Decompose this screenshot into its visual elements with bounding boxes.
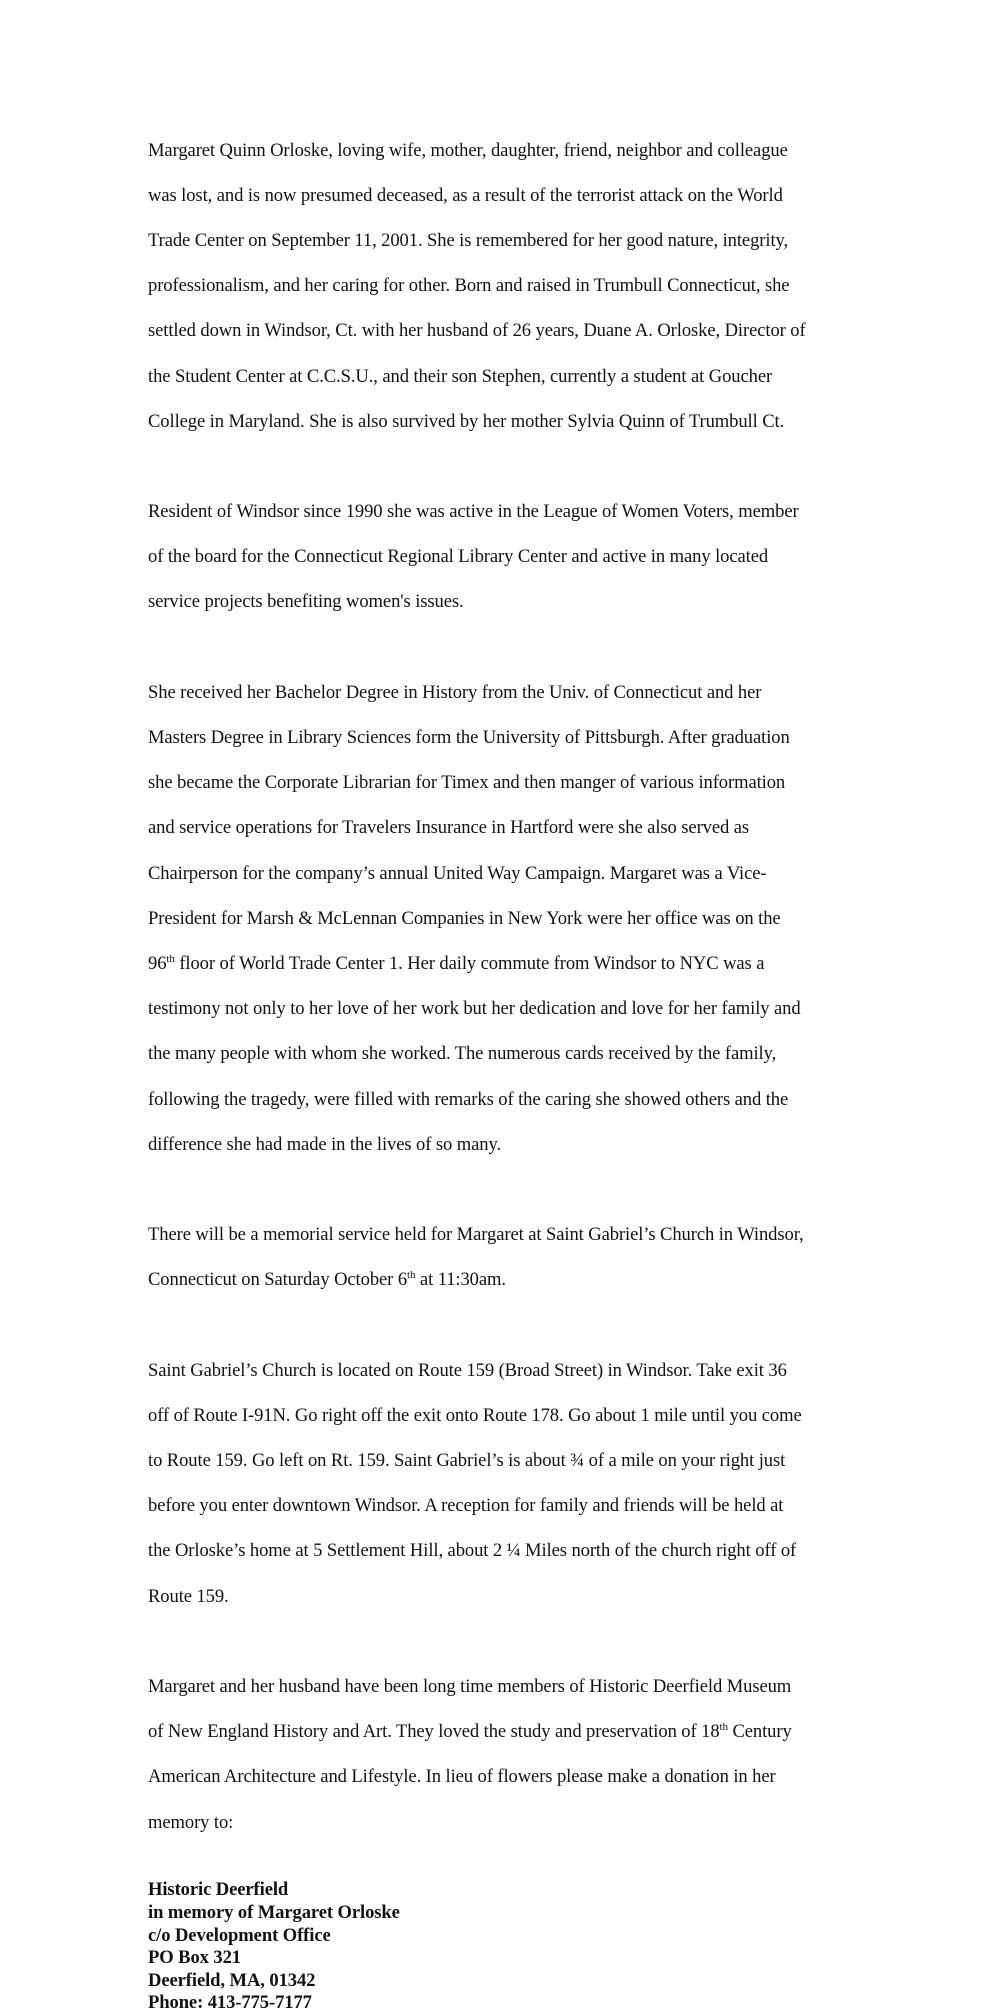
text-line: Route 159. (148, 1585, 229, 1607)
text-segment: floor of World Trade Center 1. Her daily commute from Windsor to NYC was a (174, 952, 765, 974)
address-organization: Historic Deerfield (148, 1879, 289, 1901)
paragraph-directions (148, 1337, 868, 1631)
text-line-superscript (148, 1721, 868, 1744)
text-line: There will be a memorial service held for Margaret at Saint Gabriel’s Church in Windsor, (148, 1224, 804, 1246)
text-line: President for Marsh & McLennan Companies in New York were her office was on the (148, 907, 781, 929)
text-line: the Orloske’s home at 5 Settlement Hill, about 2 ¼ Miles north of the church right off of (148, 1540, 797, 1562)
text-segment: of New England History and Art. They loved the study and preservation of 18 (148, 1721, 720, 1743)
address-care-of: c/o Development Office (148, 1924, 331, 1946)
paragraph-intro (148, 117, 868, 456)
address-po-box: PO Box 321 (148, 1947, 242, 1969)
text-line: Chairperson for the company’s annual United Way Campaign. Margaret was a Vice- (148, 862, 767, 884)
paragraph-memorial-service (148, 1202, 868, 1315)
text-line: Saint Gabriel’s Church is located on Route 159 (Broad Street) in Windsor. Take exit 36 (148, 1359, 787, 1381)
address-city-state-zip: Deerfield, MA, 01342 (148, 1969, 316, 1991)
text-line-superscript (148, 1269, 868, 1292)
text-line: the many people with whom she worked. The numerous cards received by the family, (148, 1043, 777, 1065)
text-line: Masters Degree in Library Sciences form the University of Pittsburgh. After graduation (148, 727, 790, 749)
text-segment: 96 (148, 952, 167, 974)
text-segment: Connecticut on Saturday October 6 (148, 1269, 408, 1291)
text-line: Trade Center on September 11, 2001. She is remembered for her good nature, integrity, (148, 229, 789, 251)
address-memory-line: in memory of Margaret Orloske (148, 1901, 400, 1923)
text-line: College in Maryland. She is also survived by her mother Sylvia Quinn of Trumbull Ct. (148, 410, 785, 432)
donation-address (148, 1879, 868, 2015)
text-line: memory to: (148, 1811, 234, 1833)
text-line: was lost, and is now presumed deceased, as a result of the terrorist attack on the World (148, 184, 783, 206)
paragraph-community (148, 479, 868, 637)
text-line: testimony not only to her love of her work but her dedication and love for her family and (148, 998, 801, 1020)
text-line: Margaret Quinn Orloske, loving wife, mother, daughter, friend, neighbor and colleague (148, 139, 788, 161)
text-line: settled down in Windsor, Ct. with her husband of 26 years, Duane A. Orloske, Director of (148, 320, 806, 342)
text-line: to Route 159. Go left on Rt. 159. Saint Gabriel’s is about ¾ of a mile on your right just (148, 1450, 786, 1472)
text-line: She received her Bachelor Degree in History from the Univ. of Connecticut and her (148, 681, 762, 703)
text-line: Margaret and her husband have been long time members of Historic Deerfield Museum (148, 1675, 792, 1697)
text-line: American Architecture and Lifestyle. In lieu of flowers please make a donation in her (148, 1766, 776, 1788)
text-segment: Century (727, 1721, 792, 1743)
text-line: professionalism, and her caring for other. Born and raised in Trumbull Connecticut, she (148, 275, 790, 297)
text-line: before you enter downtown Windsor. A reception for family and friends will be held at (148, 1495, 784, 1517)
obituary-document (148, 117, 868, 2015)
text-line: the Student Center at C.C.S.U., and their son Stephen, currently a student at Goucher (148, 365, 773, 387)
text-line: service projects benefiting women's issues. (148, 591, 464, 613)
text-line: Resident of Windsor since 1990 she was active in the League of Women Voters, member (148, 501, 799, 523)
ordinal-suffix: th (166, 952, 175, 965)
text-line-superscript (148, 953, 868, 976)
text-line: she became the Corporate Librarian for Timex and then manger of various information (148, 772, 786, 794)
paragraph-donation (148, 1653, 868, 1856)
ordinal-suffix: th (407, 1269, 416, 1282)
text-line: and service operations for Travelers Insurance in Hartford were she also served as (148, 817, 750, 839)
text-line: off of Route I-91N. Go right off the exit onto Route 178. Go about 1 mile until you come (148, 1404, 802, 1426)
address-phone: Phone: 413-775-7177 (148, 1992, 312, 2014)
text-segment: at 11:30am. (415, 1269, 506, 1291)
text-line: difference she had made in the lives of so many. (148, 1133, 502, 1155)
paragraph-career (148, 659, 868, 1179)
ordinal-suffix: th (719, 1721, 728, 1734)
text-line: following the tragedy, were filled with remarks of the caring she showed others and the (148, 1088, 789, 1110)
text-line: of the board for the Connecticut Regional Library Center and active in many located (148, 546, 769, 568)
